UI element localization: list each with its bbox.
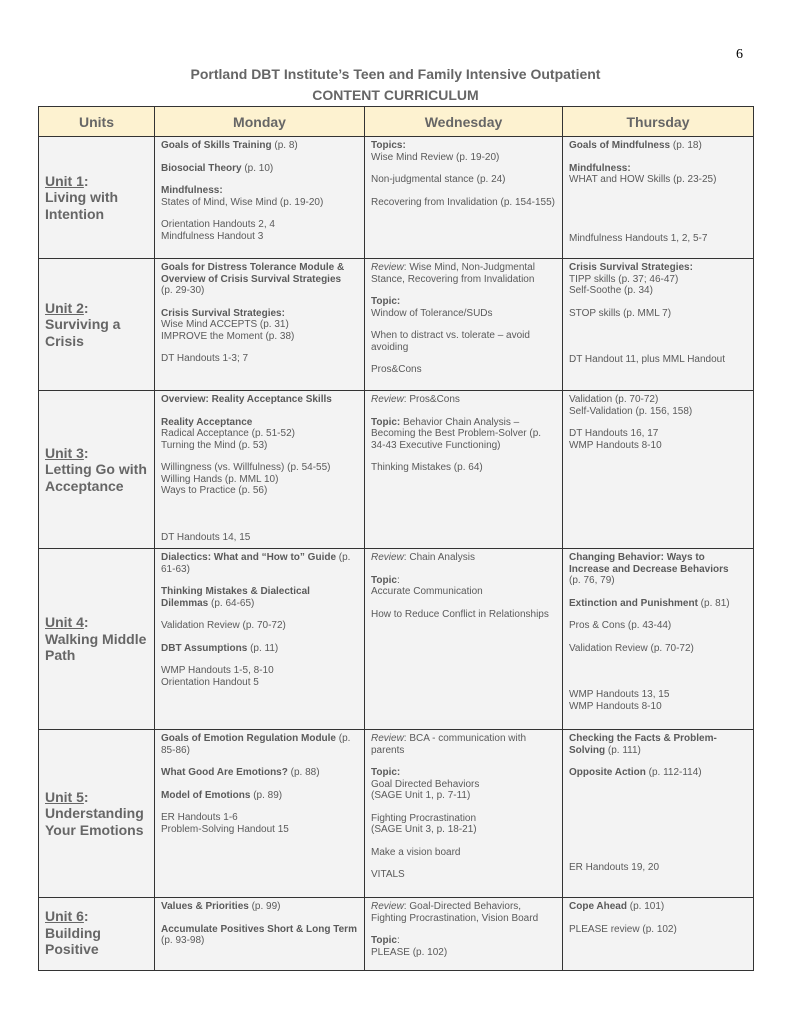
- topic-title: Reality Acceptance: [161, 416, 253, 428]
- topic-title: Mindfulness:: [161, 185, 223, 196]
- unit-cell: Unit 3: Letting Go with Acceptance: [39, 391, 155, 549]
- topic-text: (SAGE Unit 1, p. 7-11): [371, 790, 471, 801]
- topic-text: : Pros&Cons: [403, 394, 460, 405]
- page-ref: (p. 61-63): [161, 552, 351, 575]
- topic-text: : Wise Mind, Non-Judgmental Stance, Recovering from Invalidation: [371, 262, 535, 285]
- wednesday-cell: [365, 259, 563, 391]
- topic-text: Validation Review (p. 70-72): [161, 620, 286, 631]
- handout-text: DT Handouts 14, 15: [161, 531, 251, 543]
- wednesday-cell: [365, 391, 563, 549]
- topic-text: States of Mind, Wise Mind (p. 19-20): [161, 196, 324, 208]
- header-row: [39, 107, 754, 137]
- handout-text: Orientation Handout 5: [161, 676, 259, 688]
- review-label: Review: [371, 552, 404, 563]
- topic-text: : BCA - communication with parents: [371, 733, 527, 756]
- unit-label: Unit 4: [45, 614, 84, 631]
- wednesday-cell: [365, 898, 563, 971]
- topic-text: PLEASE review (p. 102): [569, 923, 677, 935]
- unit-row: [39, 259, 754, 391]
- page-ref: (p. 85-86): [161, 733, 351, 756]
- monday-cell: [155, 137, 365, 259]
- handout-text: WMP Handouts 8-10: [569, 439, 662, 451]
- topic-title: Extinction and Punishment: [569, 597, 698, 609]
- handout-text: WMP Handouts 1-5, 8-10: [161, 665, 274, 676]
- topic-text: Pros&Cons: [371, 364, 422, 375]
- topic-text: Pros & Cons (p. 43-44): [569, 620, 672, 631]
- handout-text: Orientation Handouts 2, 4: [161, 219, 275, 230]
- topic-text: Ways to Practice (p. 56): [161, 485, 268, 496]
- topic-title: Dialectics: What and “How to” Guide: [161, 552, 337, 563]
- topic-title: Cope Ahead: [569, 901, 627, 912]
- page-ref: (p. 18): [670, 140, 702, 151]
- header-thursday: Thursday: [563, 107, 754, 137]
- topic-text: Radical Acceptance (p. 51-52): [161, 428, 295, 439]
- topic-text: VITALS: [371, 869, 405, 880]
- page-ref: (p. 93-98): [161, 935, 205, 946]
- unit-label: Unit 6: [45, 908, 84, 924]
- topic-title: Checking the Facts & Problem-Solving: [569, 733, 717, 756]
- topic-title: Topic:: [371, 416, 401, 428]
- topic-title: DBT Assumptions: [161, 642, 248, 654]
- handout-text: ER Handouts 19, 20: [569, 861, 660, 873]
- topic-text: Accurate Communication: [371, 586, 483, 597]
- monday-cell: [155, 259, 365, 391]
- page-ref: (p. 99): [248, 901, 281, 912]
- header-wednesday: Wednesday: [365, 107, 563, 137]
- topic-text: :: [396, 935, 400, 946]
- page-number: 6: [736, 47, 743, 62]
- topic-text: Wise Mind Review (p. 19-20): [371, 151, 500, 163]
- handout-text: DT Handout 11, plus MML Handout: [569, 354, 726, 365]
- topic-text: WHAT and HOW Skills (p. 23-25): [569, 174, 717, 185]
- unit-cell: Unit 5: Understanding Your Emotions: [39, 730, 155, 898]
- unit-name: Letting Go with Acceptance: [45, 461, 147, 494]
- thursday-cell: [563, 391, 754, 549]
- topic-title: Topic: [371, 574, 397, 586]
- page-ref: (p. 112-114): [645, 767, 702, 778]
- handout-text: Problem-Solving Handout 15: [161, 823, 289, 835]
- page-ref: (p. 29-30): [161, 285, 205, 296]
- thursday-cell: [563, 137, 754, 259]
- topic-text: : Goal-Directed Behaviors, Fighting Procrastination, Vision Board: [371, 901, 539, 924]
- handout-text: DT Handouts 16, 17: [569, 428, 659, 439]
- handout-text: ER Handouts 1-6: [161, 812, 238, 823]
- topic-title: What Good Are Emotions?: [161, 767, 288, 778]
- header-monday: Monday: [155, 107, 365, 137]
- thursday-cell: [563, 898, 754, 971]
- topic-text: Behavior Chain Analysis – Becoming the Best Problem-Solver (p. 34-43 Executive Functioning): [371, 416, 542, 451]
- topic-text: Self-Soothe (p. 34): [569, 285, 653, 296]
- handout-text: DT Handouts 1-3; 7: [161, 353, 249, 364]
- topic-text: Self-Validation (p. 156, 158): [569, 405, 693, 417]
- topic-text: :: [396, 574, 400, 586]
- unit-cell: Unit 1: Living with Intention: [39, 137, 155, 259]
- unit-name: Living with Intention: [45, 189, 119, 222]
- curriculum-table: [38, 106, 754, 971]
- topic-text: When to distract vs. tolerate – avoid avoiding: [371, 330, 530, 353]
- topic-title: Goals of Skills Training: [161, 140, 272, 151]
- thursday-cell: [563, 549, 754, 730]
- document-subtitle: CONTENT CURRICULUM: [312, 87, 479, 103]
- monday-cell: [155, 730, 365, 898]
- topic-title: Values & Priorities: [161, 901, 249, 912]
- topic-text: STOP skills (p. MML 7): [569, 307, 672, 319]
- header-units: Units: [39, 107, 155, 137]
- topic-title: Crisis Survival Strategies:: [161, 307, 285, 319]
- topic-text: PLEASE (p. 102): [371, 946, 448, 958]
- unit-label: Unit 5: [45, 788, 84, 805]
- page-ref: (p. 89): [250, 789, 283, 801]
- wednesday-cell: [365, 730, 563, 898]
- topic-title: Topic:: [371, 296, 401, 307]
- page-ref: (p. 64-65): [208, 597, 255, 609]
- handout-text: WMP Handouts 8-10: [569, 700, 662, 712]
- unit-name: Surviving a Crisis: [45, 316, 121, 349]
- topic-text: Validation Review (p. 70-72): [569, 642, 694, 654]
- document-title: Portland DBT Institute’s Teen and Family Intensive Outpatient: [190, 66, 601, 82]
- topic-title: Accumulate Positives Short & Long Term: [161, 923, 357, 935]
- review-label: Review: [371, 394, 404, 405]
- thursday-cell: [563, 730, 754, 898]
- unit-name: Walking Middle Path: [45, 630, 147, 664]
- topic-text: Wise Mind ACCEPTS (p. 31): [161, 319, 289, 330]
- page-ref: (p. 11): [247, 642, 279, 654]
- review-label: Review: [371, 733, 404, 744]
- review-label: Review: [371, 901, 404, 912]
- topic-title: Goals of Emotion Regulation Module: [161, 733, 336, 744]
- thursday-cell: [563, 259, 754, 391]
- topic-title: Crisis Survival Strategies:: [569, 262, 693, 273]
- topic-text: Make a vision board: [371, 846, 461, 858]
- topic-title: Overview: Reality Acceptance Skills: [161, 394, 332, 405]
- page-ref: (p. 76, 79): [569, 575, 615, 586]
- topic-text: Window of Tolerance/SUDs: [371, 307, 493, 319]
- unit-row: [39, 391, 754, 549]
- topic-text: Fighting Procrastination: [371, 812, 477, 824]
- topic-title: Biosocial Theory: [161, 162, 242, 174]
- wednesday-cell: [365, 137, 563, 259]
- page-ref: (p. 10): [241, 162, 274, 174]
- topic-title: Opposite Action: [569, 767, 646, 778]
- topic-text: Turning the Mind (p. 53): [161, 439, 268, 451]
- topic-text: Non-judgmental stance (p. 24): [371, 174, 506, 185]
- topic-title: Changing Behavior: Ways to Increase and Decrease Behaviors: [569, 552, 729, 575]
- monday-cell: [155, 898, 365, 971]
- topic-title: Topic: [371, 935, 397, 946]
- page-ref: (p. 8): [271, 140, 298, 151]
- unit-label: Unit 3: [45, 444, 84, 461]
- topic-title: Thinking Mistakes & Dialectical Dilemmas: [161, 586, 310, 609]
- page-ref: (p. 88): [287, 767, 320, 778]
- monday-cell: [155, 549, 365, 730]
- topic-text: Thinking Mistakes (p. 64): [371, 462, 483, 473]
- topic-title: Goals of Mindfulness: [569, 140, 671, 151]
- unit-name: Understanding Your Emotions: [45, 805, 144, 838]
- unit-cell: Unit 2: Surviving a Crisis: [39, 259, 155, 391]
- topic-text: Willingness (vs. Willfulness) (p. 54-55): [161, 462, 331, 473]
- wednesday-cell: [365, 549, 563, 730]
- topic-title: Topics:: [371, 140, 406, 151]
- unit-cell: Unit 6: Building Positive: [39, 898, 155, 971]
- review-label: Review: [371, 262, 404, 273]
- topic-title: Model of Emotions: [161, 789, 251, 801]
- topic-text: How to Reduce Conflict in Relationships: [371, 608, 549, 620]
- unit-cell: Unit 4: Walking Middle Path: [39, 549, 155, 730]
- topic-text: : Chain Analysis: [403, 552, 475, 563]
- topic-text: TIPP skills (p. 37; 46-47): [569, 273, 679, 285]
- page-ref: (p. 81): [697, 597, 730, 609]
- topic-text: Validation (p. 70-72): [569, 394, 659, 405]
- handout-text: Mindfulness Handout 3: [161, 230, 264, 242]
- unit-row: [39, 549, 754, 730]
- unit-row: [39, 898, 754, 971]
- topic-text: Willing Hands (p. MML 10): [161, 473, 279, 485]
- page-ref: (p. 101): [626, 901, 665, 912]
- topic-title: Mindfulness:: [569, 162, 631, 174]
- unit-label: Unit 1: [45, 172, 84, 189]
- unit-row: [39, 730, 754, 898]
- topic-text: Recovering from Invalidation (p. 154-155): [371, 196, 555, 208]
- topic-title: Goals for Distress Tolerance Module & Overview of Crisis Survival Strategies: [161, 262, 345, 285]
- topic-text: Goal Directed Behaviors: [371, 778, 480, 790]
- page-ref: (p. 111): [605, 744, 641, 756]
- handout-text: WMP Handouts 13, 15: [569, 689, 670, 700]
- monday-cell: [155, 391, 365, 549]
- unit-label: Unit 2: [45, 299, 84, 316]
- unit-name: Building Positive: [45, 924, 101, 957]
- topic-text: (SAGE Unit 3, p. 18-21): [371, 824, 477, 835]
- handout-text: Mindfulness Handouts 1, 2, 5-7: [569, 232, 708, 244]
- unit-row: [39, 137, 754, 259]
- topic-text: IMPROVE the Moment (p. 38): [161, 330, 295, 342]
- topic-title: Topic:: [371, 767, 401, 778]
